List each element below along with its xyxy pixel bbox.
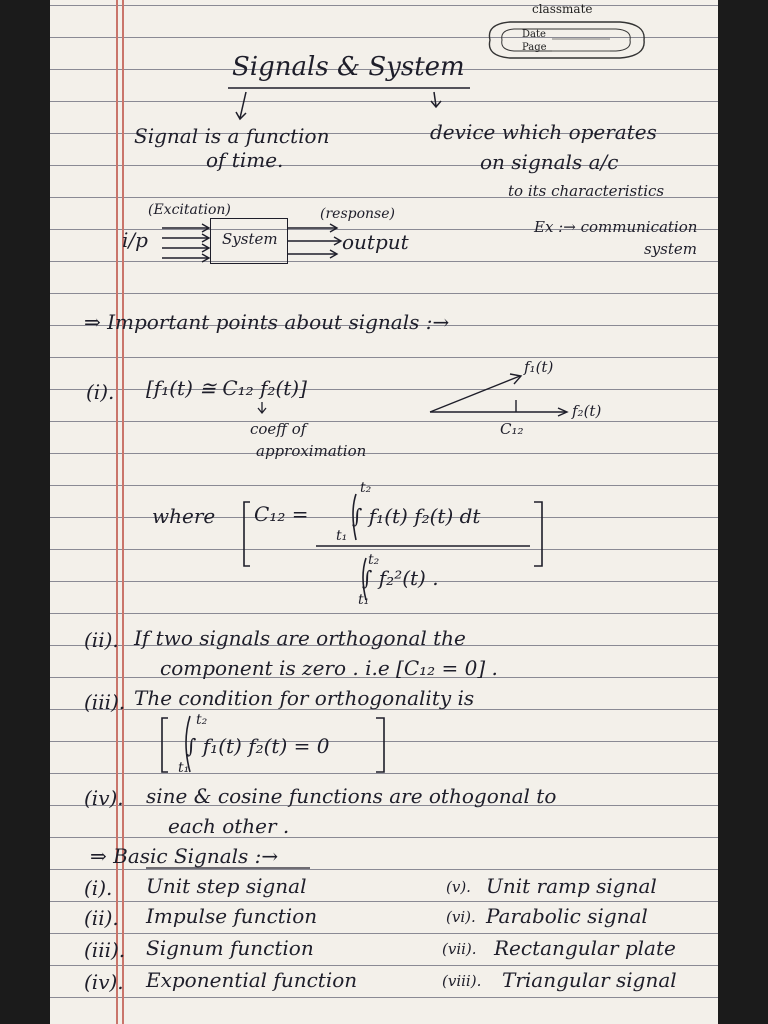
point4-line1: sine & cosine functions are othogonal to	[146, 784, 557, 808]
point3-lower-limit: t₁	[178, 760, 190, 776]
response-label: (response)	[320, 206, 395, 222]
numerator-lower-limit: t₁	[336, 528, 348, 544]
basic-signal-1-name: Unit step signal	[146, 874, 307, 898]
basic-signal-4-name: Exponential function	[146, 968, 358, 992]
c12-label: C₁₂ =	[254, 502, 309, 526]
system-block-label: System	[222, 230, 278, 248]
point1-equation: [f₁(t) ≅ C₁₂ f₂(t)]	[146, 376, 307, 400]
point3-number: (iii).	[84, 690, 126, 714]
system-definition-line3: to its characteristics	[508, 182, 665, 200]
section-important-points: ⇒ Important points about signals :→	[84, 310, 450, 334]
basic-signal-6-name: Parabolic signal	[486, 904, 648, 928]
c12-denominator: ∫ f₂²(t) .	[362, 566, 439, 590]
basic-signal-3-name: Signum function	[146, 936, 314, 960]
point1-number: (i).	[86, 380, 115, 404]
brand-label: classmate	[532, 2, 593, 16]
basic-signal-5-name: Unit ramp signal	[486, 874, 657, 898]
basic-signal-8-name: Triangular signal	[502, 968, 677, 992]
point3-equation: ∫ f₁(t) f₂(t) = 0	[186, 734, 330, 758]
example-line2: system	[644, 240, 697, 258]
system-definition-line1: device which operates	[430, 120, 657, 144]
point2-number: (ii).	[84, 628, 119, 652]
system-definition-line2: on signals a/c	[480, 150, 619, 174]
output-label: output	[342, 230, 409, 254]
page-title: Signals & System	[232, 52, 465, 82]
page-label: Page	[522, 42, 547, 53]
point4-line2: each other .	[168, 814, 290, 838]
point2-line1: If two signals are orthogonal the	[134, 626, 466, 650]
basic-signal-3-num: (iii).	[84, 938, 126, 962]
coeff-line2: approximation	[256, 442, 367, 460]
point2-line2: component is zero . i.e [C₁₂ = 0] .	[160, 656, 498, 680]
section-basic-signals: ⇒ Basic Signals :→	[90, 844, 279, 868]
basic-signal-7-name: Rectangular plate	[494, 936, 676, 960]
signal-definition-line1: Signal is a function	[134, 124, 330, 148]
where-label: where	[152, 504, 216, 528]
date-label: Date	[522, 29, 546, 40]
basic-signal-8-num: (viii).	[442, 972, 482, 990]
example-line1: Ex :→ communication	[534, 218, 698, 236]
vector-f2-label: f₂(t)	[572, 402, 602, 420]
c12-numerator: ∫ f₁(t) f₂(t) dt	[352, 504, 481, 528]
signal-definition-line2: of time.	[206, 148, 284, 172]
point3-line1: The condition for orthogonality is	[134, 686, 475, 710]
point3-upper-limit: t₂	[196, 712, 208, 728]
denominator-lower-limit: t₁	[358, 592, 370, 608]
point4-number: (iv).	[84, 786, 124, 810]
vector-c12-label: C₁₂	[500, 420, 524, 438]
basic-signal-2-num: (ii).	[84, 906, 119, 930]
input-label: i/p	[122, 228, 148, 252]
coeff-line1: coeff of	[250, 420, 307, 438]
basic-signal-1-num: (i).	[84, 876, 113, 900]
vector-f1-label: f₁(t)	[524, 358, 554, 376]
excitation-label: (Excitation)	[148, 202, 231, 218]
notebook-page	[50, 0, 718, 1024]
denominator-upper-limit: t₂	[368, 552, 380, 568]
numerator-upper-limit: t₂	[360, 480, 372, 496]
basic-signal-4-num: (iv).	[84, 970, 124, 994]
basic-signal-2-name: Impulse function	[146, 904, 318, 928]
basic-signal-7-num: (vii).	[442, 940, 477, 958]
basic-signal-6-num: (vi).	[446, 908, 476, 926]
basic-signal-5-num: (v).	[446, 878, 471, 896]
